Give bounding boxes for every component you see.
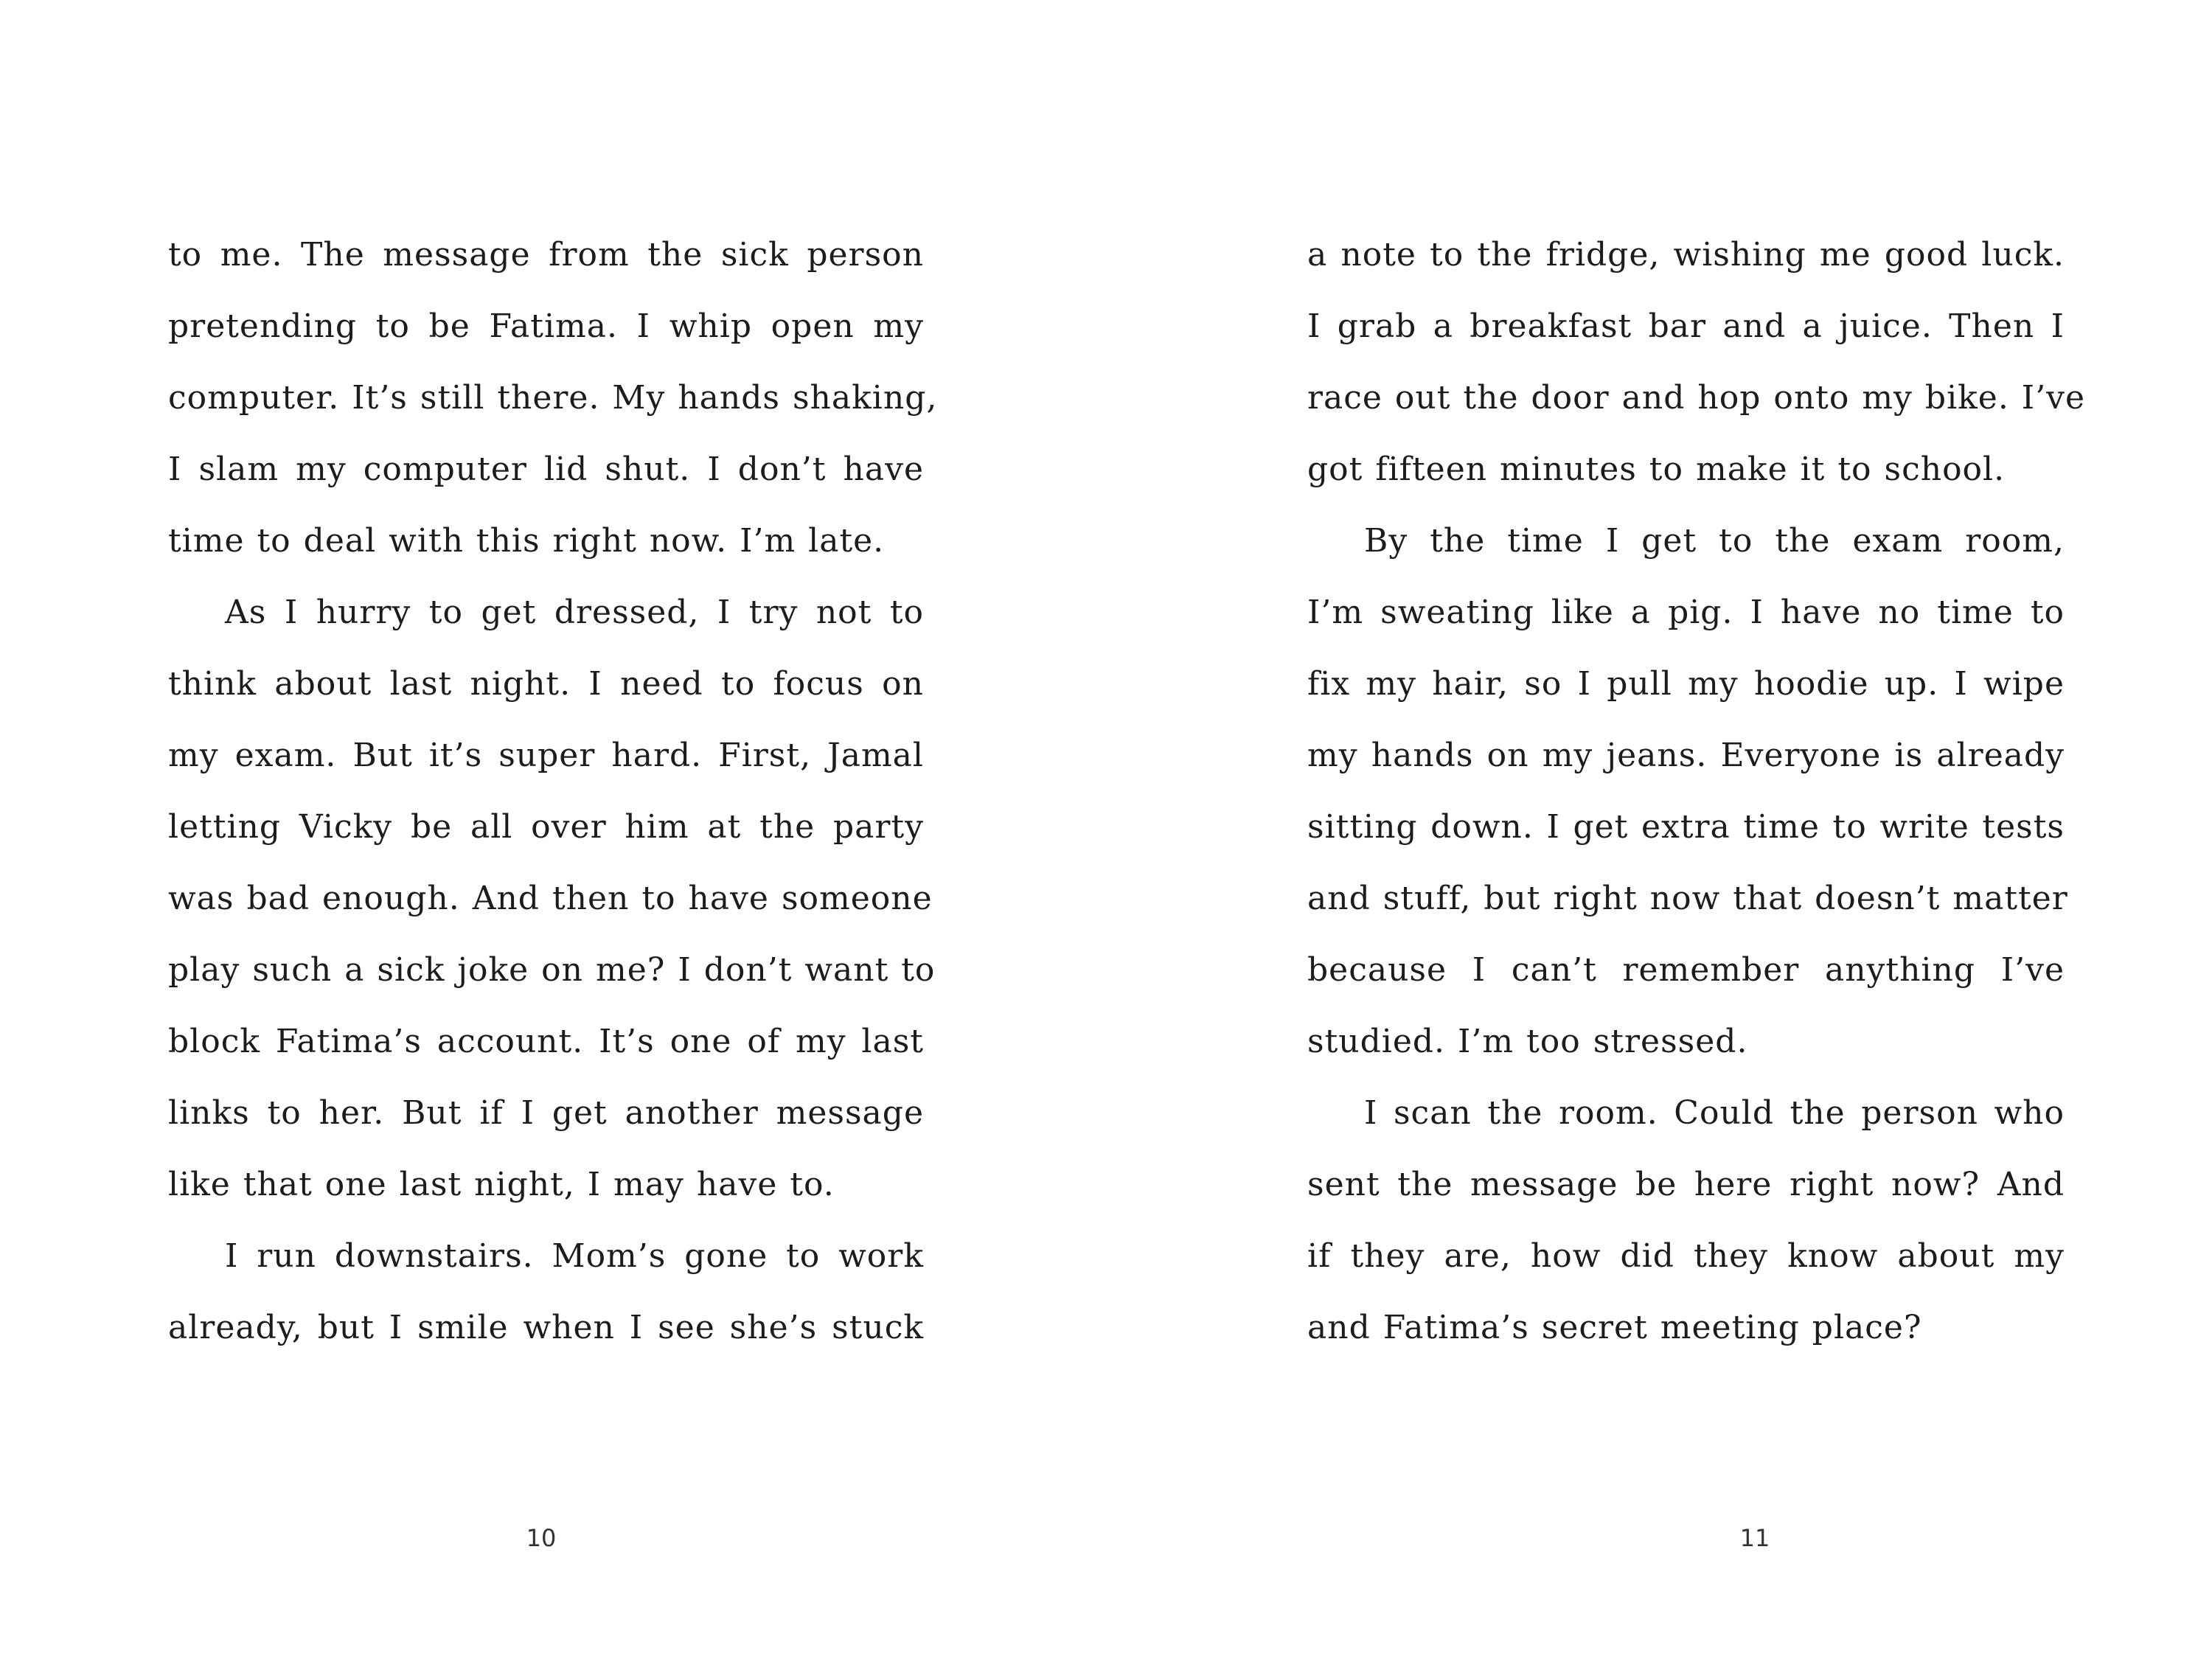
text-line: sitting down. I get extra time to write tests <box>1307 808 2065 846</box>
text-line: and Fatima’s secret meeting place? <box>1307 1309 1922 1346</box>
text-line: my hands on my jeans. Everyone is already <box>1307 737 2065 774</box>
text-line: to me. The message from the sick person <box>168 236 924 274</box>
text-line: think about last night. I need to focus on <box>168 665 924 703</box>
text-line: sent the message be here right now? And <box>1307 1166 2065 1203</box>
text-line: was bad enough. And then to have someone <box>168 880 933 917</box>
text-line: and stuff, but right now that doesn’t matter <box>1307 880 2068 917</box>
text-line: I scan the room. Could the person who <box>1364 1094 2065 1132</box>
page-number-right: 11 <box>1739 1524 1770 1552</box>
text-line: I’m sweating like a pig. I have no time to <box>1307 594 2065 631</box>
text-line: a note to the fridge, wishing me good luck. <box>1307 236 2065 274</box>
text-line: my exam. But it’s super hard. First, Jamal <box>168 737 924 774</box>
text-line: I slam my computer lid shut. I don’t have <box>168 451 924 488</box>
text-line: links to her. But if I get another message <box>168 1094 924 1132</box>
text-line: As I hurry to get dressed, I try not to <box>225 594 924 631</box>
text-line: computer. It’s still there. My hands shaking, <box>168 379 938 417</box>
text-line: By the time I get to the exam room, <box>1364 522 2065 560</box>
text-line: because I can’t remember anything I’ve <box>1307 951 2065 989</box>
text-line: pretending to be Fatima. I whip open my <box>168 307 924 345</box>
text-line: like that one last night, I may have to. <box>168 1166 835 1203</box>
text-line: got fifteen minutes to make it to school. <box>1307 451 2006 488</box>
text-line: I grab a breakfast bar and a juice. Then I <box>1307 307 2065 345</box>
page-number-left: 10 <box>526 1524 557 1552</box>
text-line: already, but I smile when I see she’s stuck <box>168 1309 924 1346</box>
text-line: race out the door and hop onto my bike. I’ve <box>1307 379 2086 417</box>
text-line: if they are, how did they know about my <box>1307 1237 2065 1275</box>
text-line: I run downstairs. Mom’s gone to work <box>225 1237 924 1275</box>
text-line: block Fatima’s account. It’s one of my last <box>168 1023 924 1060</box>
text-line: fix my hair, so I pull my hoodie up. I wipe <box>1307 665 2065 703</box>
text-line: play such a sick joke on me? I don’t want to <box>168 951 936 989</box>
text-line: letting Vicky be all over him at the party <box>168 808 924 846</box>
text-line: studied. I’m too stressed. <box>1307 1023 1748 1060</box>
text-line: time to deal with this right now. I’m late. <box>168 522 885 560</box>
right-page <box>1106 0 2212 1659</box>
